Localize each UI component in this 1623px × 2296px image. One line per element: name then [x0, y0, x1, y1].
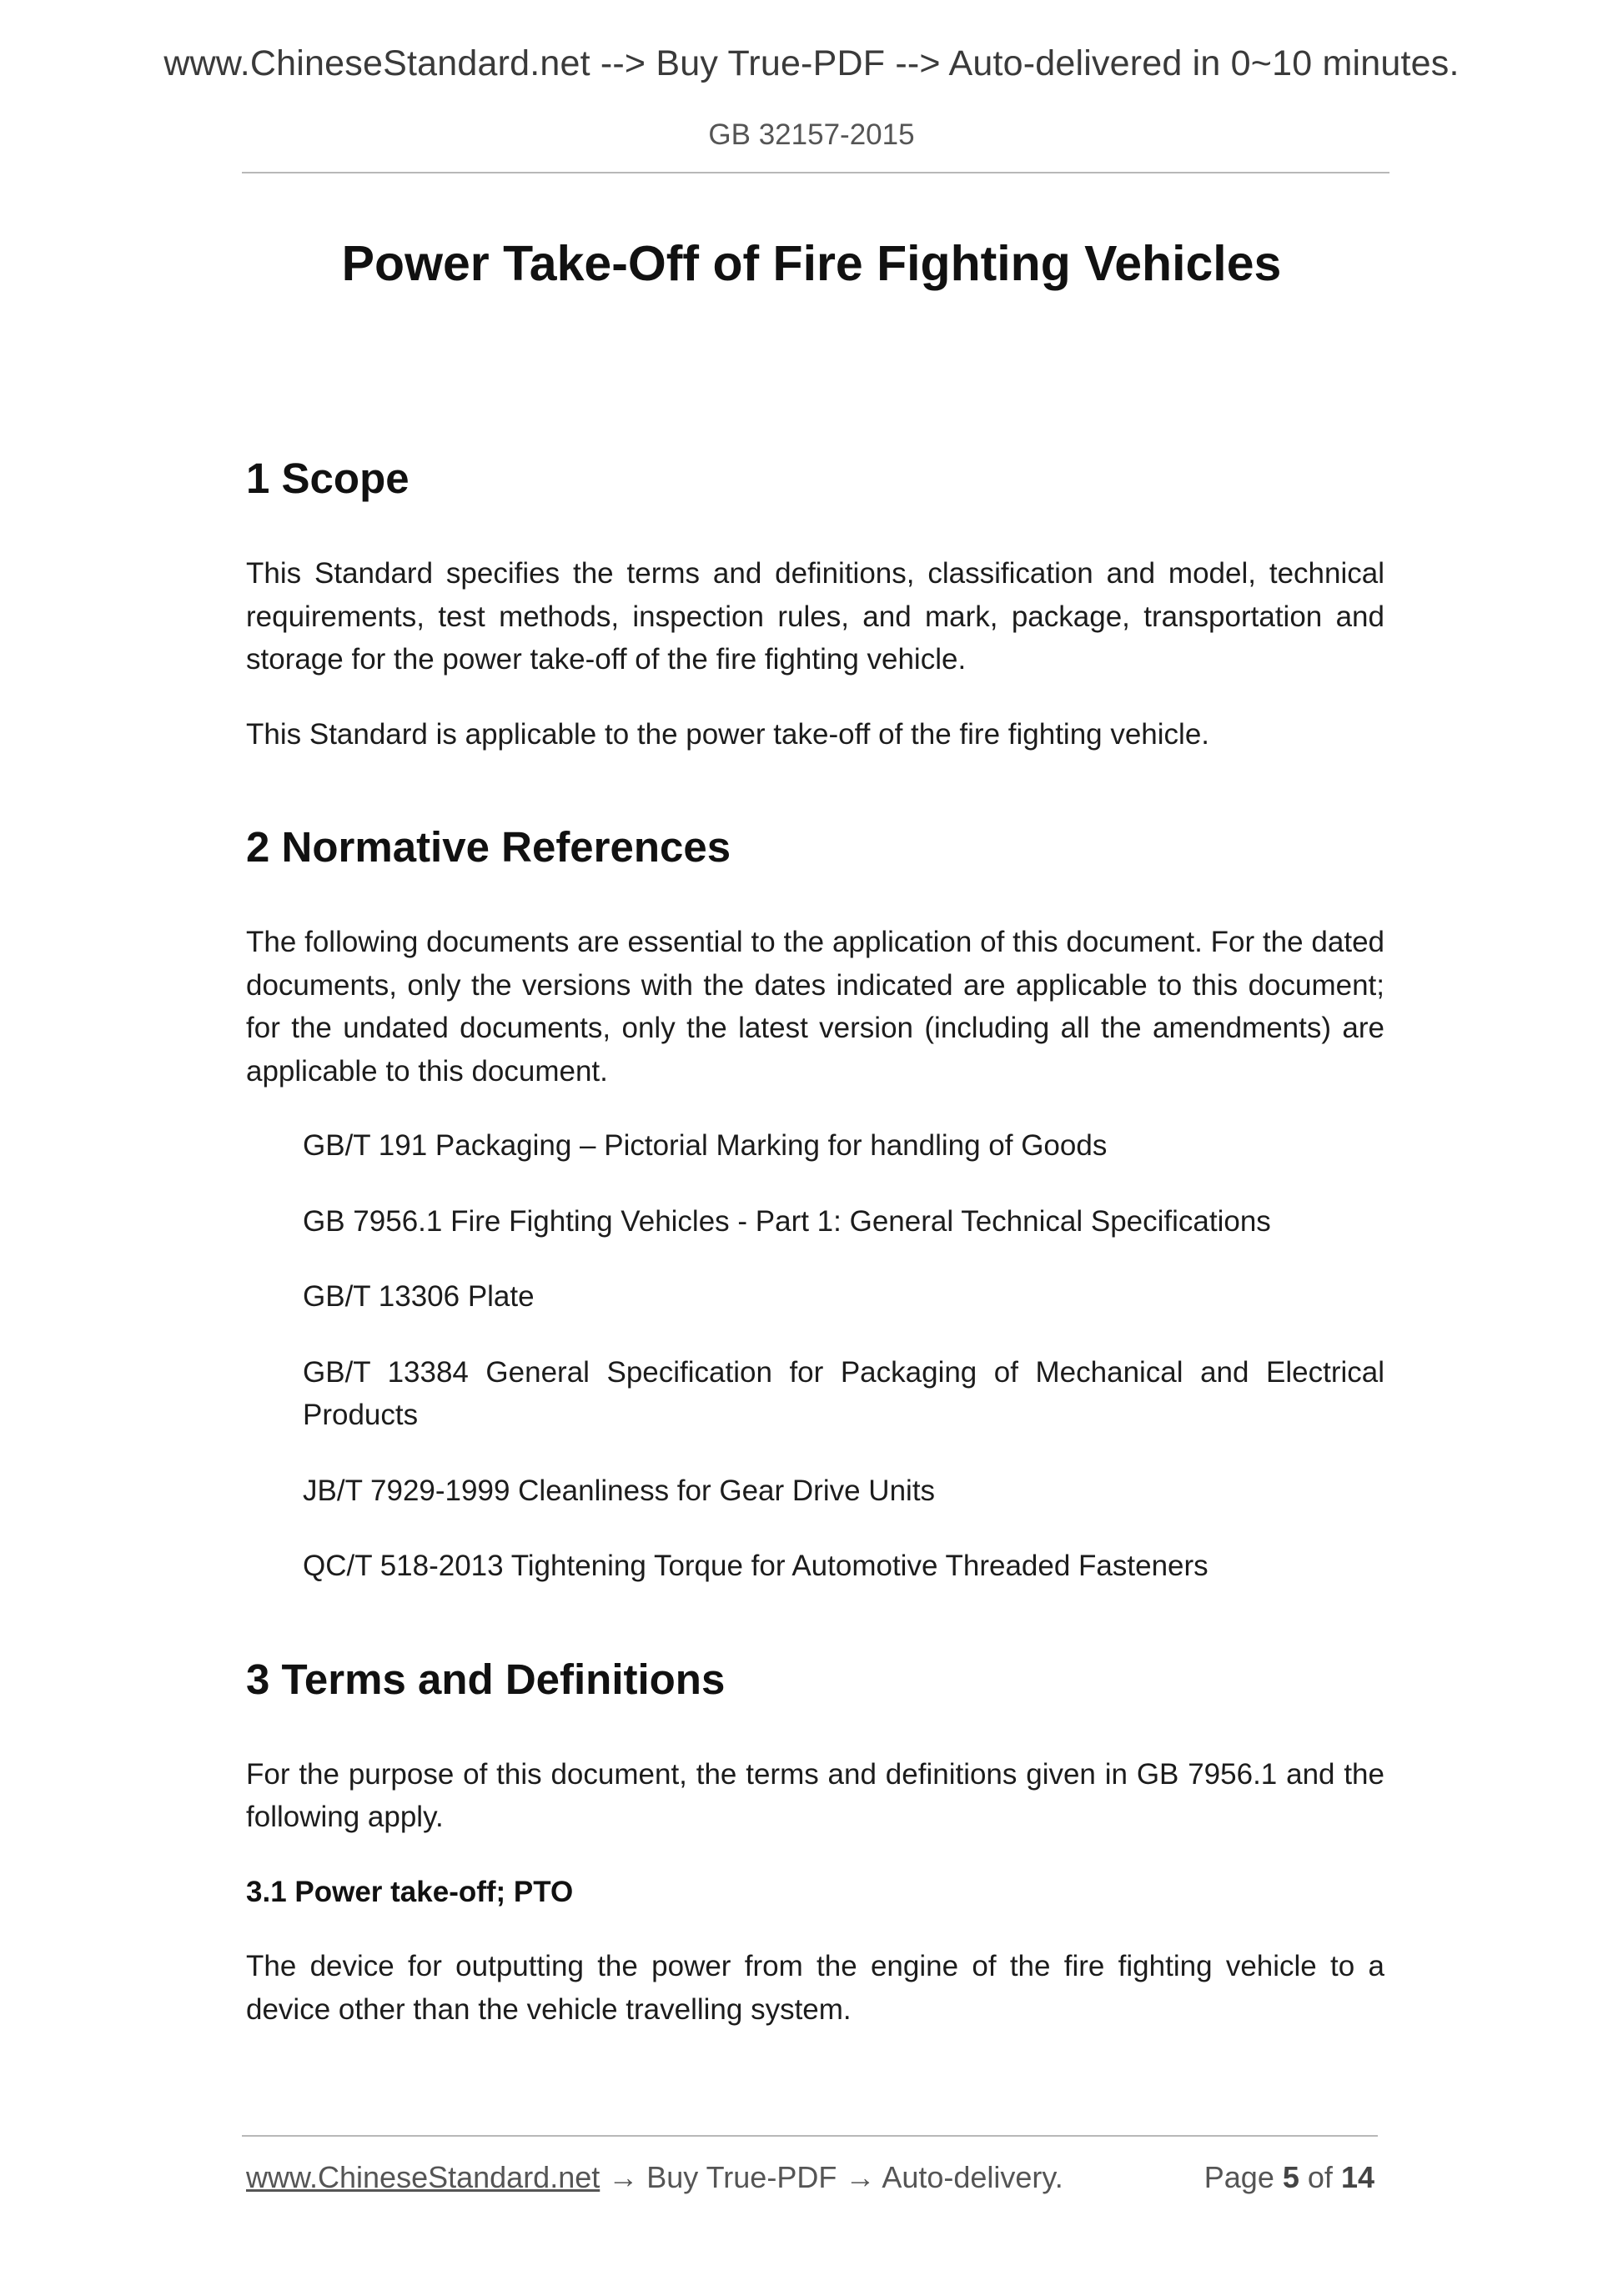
page-number: 5: [1282, 2160, 1299, 2194]
footer-promo: [246, 2160, 1063, 2195]
page-label: Page: [1203, 2160, 1274, 2194]
section-heading-references: 2 Normative References: [246, 823, 731, 871]
reference-item: GB/T 191 Packaging – Pictorial Marking for handling of Goods: [303, 1129, 1108, 1162]
scope-paragraph-1: This Standard specifies the terms and definitions, classification and model, technical requirements, test methods, inspection rules, and mark, package, transportation and storage for the power take-off of the fire fighting vehicle.: [246, 557, 1384, 676]
of-label: of: [1307, 2160, 1333, 2194]
section-heading-scope: 1 Scope: [246, 455, 410, 502]
scope-paragraph-2: This Standard is applicable to the power take-off of the fire fighting vehicle.: [246, 717, 1210, 751]
references-list: [246, 1124, 1384, 1588]
footer-promo-text: → Buy True-PDF → Auto-delivery.: [600, 2160, 1063, 2194]
page-total: 14: [1340, 2160, 1374, 2194]
section-heading-terms: 3 Terms and Definitions: [246, 1655, 726, 1703]
terms-intro: For the purpose of this document, the terms and definitions given in GB 7956.1 and the following apply.: [246, 1757, 1384, 1833]
top-banner: www.ChineseStandard.net --> Buy True-PDF --> Auto-delivered in 0~10 minutes.: [163, 43, 1460, 83]
footer-divider: [242, 2135, 1378, 2137]
references-intro: The following documents are essential to the application of this document. For the dated documents, only the versions with the dates indicated are applicable to this document; for the undated documents, only the latest version (including all the amendments) are applicable to this document.: [246, 926, 1384, 1088]
term-heading-pto: 3.1 Power take-off; PTO: [246, 1875, 574, 1908]
document-code: GB 32157-2015: [708, 118, 915, 151]
term-definition-pto: The device for outputting the power from the engine of the fire fighting vehicle to a device other than the vehicle travelling system.: [246, 1950, 1384, 2026]
page-title: Power Take-Off of Fire Fighting Vehicles: [341, 236, 1282, 291]
document-body: [246, 449, 1384, 2031]
reference-item: GB/T 13306 Plate: [303, 1280, 535, 1313]
reference-item: GB/T 13384 General Specification for Packaging of Mechanical and Electrical Products: [303, 1355, 1384, 1431]
reference-item: GB 7956.1 Fire Fighting Vehicles - Part 1: General Technical Specifications: [303, 1204, 1271, 1238]
page-indicator: [1204, 2160, 1374, 2195]
header-divider: [242, 172, 1389, 173]
footer-site-link[interactable]: www.ChineseStandard.net: [246, 2160, 600, 2194]
reference-item: JB/T 7929-1999 Cleanliness for Gear Drive Units: [303, 1474, 936, 1507]
reference-item: QC/T 518-2013 Tightening Torque for Automotive Threaded Fasteners: [303, 1550, 1208, 1582]
